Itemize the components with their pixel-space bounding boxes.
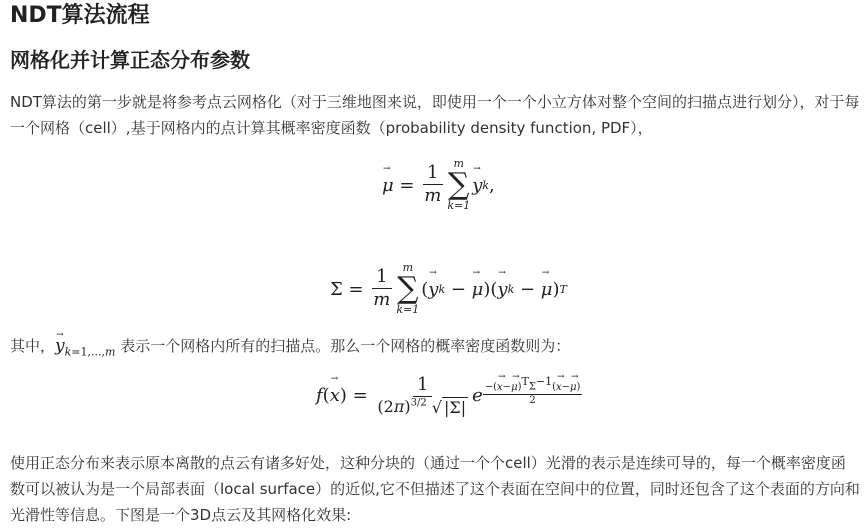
intro-paragraph: NDT算法的第一步就是将参考点云网格化（对于三维地图来说，即使用一个一个小立方体对整个空间的扫描点进行划分），对于每一个网格（cell）,基于网格内的点计算其概率密度函数（probability density function, PDF），	[10, 93, 860, 137]
inline-points-math: → $y_{k=1,...,m}$	[55, 336, 115, 356]
pdf-equation: f ( → x ) = $\frac{1}{(2\pi)^{3/2} √ |\Sigma|}$ e −(→ $x-\to \mu)^T\Sigma^{-1}(\to x-\to \mu)$ 2	[316, 375, 582, 417]
benefits-paragraph: 使用正态分布来表示原本离散的点云有诸多好处，这种分块的（通过一个个cell）光滑的表示是连续可导的，每一个概率密度函数可以被认为是一个局部表面（local surface）的近似,它不但描述了这个表面在空间中的位置，同时还包含了这个表面的方向和光滑性等信息。下图是一个3D点云及其网格化效果:	[10, 454, 860, 524]
mean-equation: → μ = $\frac{1}{m}$ m ∑ k=1 → y k ,	[382, 158, 495, 212]
points-paragraph	[10, 333, 860, 365]
covariance-equation: Σ = $\frac{1}{m}$ m ∑ k=1 ( → y k − → μ )( → y k − → μ ) T	[330, 262, 567, 316]
section-heading: 网格化并计算正态分布参数	[10, 48, 250, 72]
page-title: NDT算法流程	[10, 3, 150, 28]
paragraph2-after: 表示一个网格内所有的扫描点。那么一个网格的概率密度函数则为：	[115, 337, 571, 355]
paragraph2-before: 其中，	[10, 337, 56, 355]
